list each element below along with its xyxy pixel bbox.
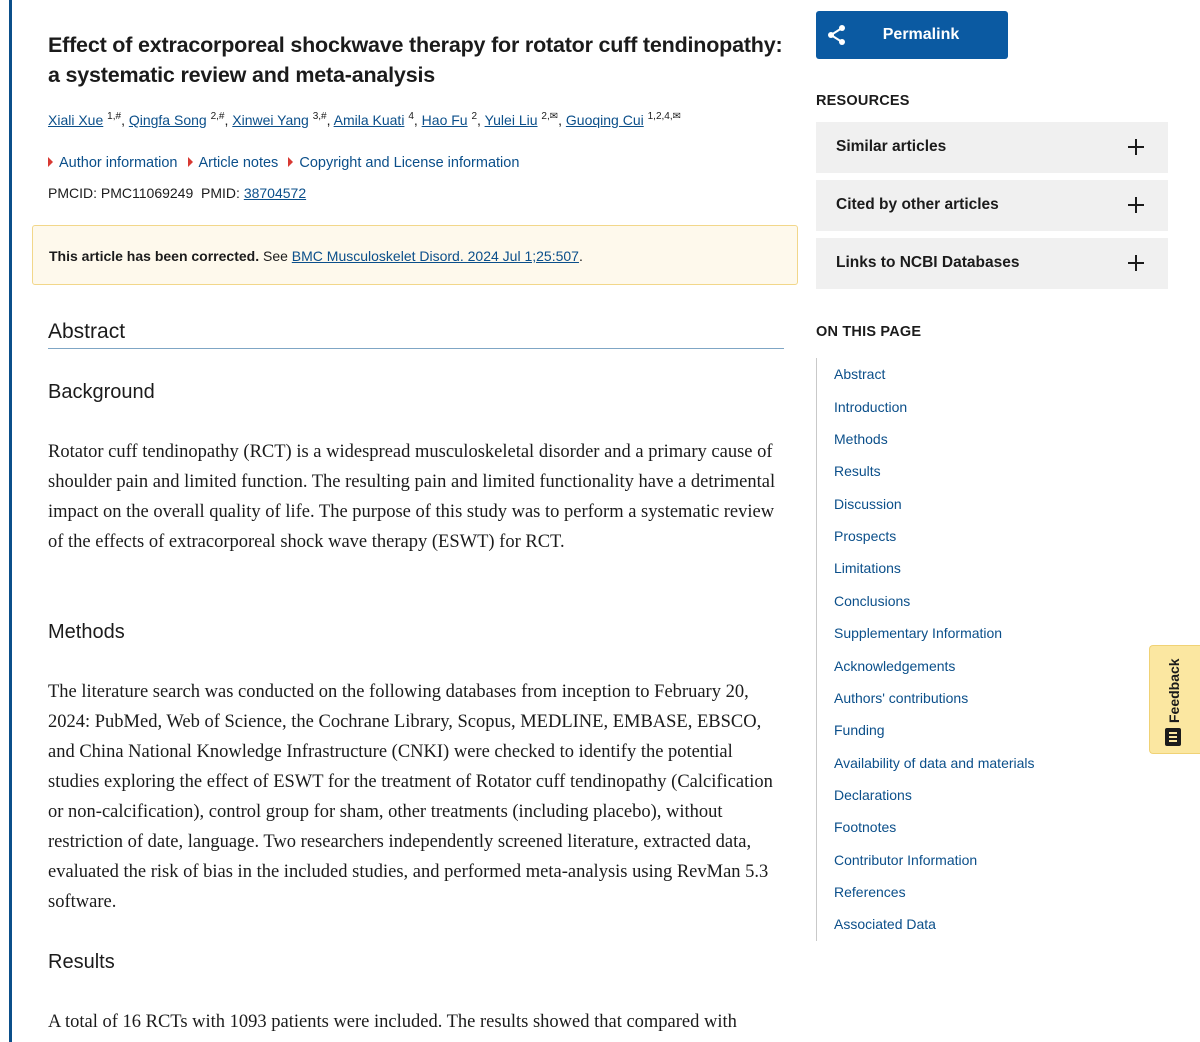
resources-heading: RESOURCES <box>816 93 910 109</box>
feedback-label: Feedback <box>1166 658 1182 724</box>
results-text: A total of 16 RCTs with 1093 patients were included. The results showed that compared with <box>48 1012 737 1032</box>
author-affiliation: 2,# <box>210 111 225 122</box>
toc-link-associated-data[interactable]: Associated Data <box>834 916 936 932</box>
author-affiliation: 3,# <box>312 111 327 122</box>
cited-by-accordion[interactable] <box>816 180 1168 231</box>
copyright-license-toggle[interactable]: Copyright and License information <box>288 153 519 173</box>
accordion-label: Cited by other articles <box>836 196 999 213</box>
author-affiliation: 4 <box>408 111 414 122</box>
toc-link-footnotes[interactable]: Footnotes <box>834 819 897 835</box>
toc-link-methods[interactable]: Methods <box>834 431 888 447</box>
author-affiliation: 2,✉ <box>541 111 559 122</box>
results-heading: Results <box>48 951 115 973</box>
methods-heading: Methods <box>48 621 125 643</box>
author-affiliation: 1,2,4,✉ <box>647 111 682 122</box>
author-link[interactable]: Yulei Liu <box>484 112 538 128</box>
toc-link-prospects[interactable]: Prospects <box>834 528 897 544</box>
article-info-links <box>48 153 784 173</box>
pmid-link[interactable]: 38704572 <box>243 185 307 201</box>
correction-link[interactable]: BMC Musculoskelet Disord. 2024 Jul 1;25:507 <box>291 248 579 264</box>
toc-link-references[interactable]: References <box>834 884 906 900</box>
feedback-button[interactable] <box>1149 645 1200 754</box>
caret-right-icon <box>48 157 53 167</box>
permalink-label: Permalink <box>882 26 960 43</box>
pmid-label: PMID: <box>201 185 240 201</box>
methods-text: The literature search was conducted on the following databases from inception to February 20, 2024: PubMed, Web of Science, the Cochrane Library, Scopus, MEDLINE, EMBASE, EBSCO, and China National Knowledge Infrastructure (CNKI) were checked to identify the potential studies exploring the effect of ESWT for the treatment of Rotator cuff tendinopathy (Calcification or non-calcification), control group for sham, other treatments (including placebo), without restriction of date, language. Two researchers independently screened literature, extracted data, evaluated the risk of bias in the included studies, and performed meta-analysis using RevMan 5.3 software. <box>48 682 773 912</box>
author-link[interactable]: Hao Fu <box>421 112 468 128</box>
toc-link-availability-of-data[interactable]: Availability of data and materials <box>834 755 1035 771</box>
left-accent-rule <box>9 0 12 1042</box>
article-header <box>48 30 784 203</box>
background-heading: Background <box>48 381 155 403</box>
toc-link-limitations[interactable]: Limitations <box>834 560 901 576</box>
correction-notice: This article has been corrected. See BMC Musculoskelet Disord. 2024 Jul 1;25:507. <box>32 225 798 285</box>
background-text: Rotator cuff tendinopathy (RCT) is a widespread musculoskeletal disorder and a primary cause of shoulder pain and limited function. The resulting pain and limited functionality have a detrimental impact on the overall quality of life. The purpose of this study was to perform a systematic review of the effects of extracorporeal shock wave therapy (ESWT) for RCT. <box>48 442 776 552</box>
author-affiliation: 2 <box>471 111 478 122</box>
article-identifiers <box>48 183 784 203</box>
correction-label: This article has been corrected. <box>49 248 260 264</box>
ncbi-databases-accordion[interactable] <box>816 238 1168 289</box>
author-link[interactable]: Guoqing Cui <box>565 112 644 128</box>
plus-icon <box>1128 139 1144 155</box>
accordion-label: Similar articles <box>836 138 947 155</box>
toc-link-authors-contributions[interactable]: Authors' contributions <box>834 690 969 706</box>
author-link[interactable]: Xiali Xue <box>48 112 104 128</box>
on-this-page-nav <box>816 358 1117 941</box>
article-notes-toggle[interactable]: Article notes <box>188 153 279 173</box>
correction-see: See <box>262 248 288 264</box>
permalink-button[interactable] <box>816 11 1008 59</box>
pmcid: PMCID: PMC11069249 <box>48 185 194 201</box>
article-title: Effect of extracorporeal shockwave therapy for rotator cuff tendinopathy: a systematic review and meta-analysis <box>48 33 783 87</box>
author-affiliation: 1,# <box>107 111 122 122</box>
toc-link-funding[interactable]: Funding <box>834 722 885 738</box>
toc-link-introduction[interactable]: Introduction <box>834 399 908 415</box>
author-link[interactable]: Amila Kuati <box>333 112 405 128</box>
toc-link-discussion[interactable]: Discussion <box>834 496 902 512</box>
abstract-heading: Abstract <box>48 318 784 349</box>
toc-link-declarations[interactable]: Declarations <box>834 787 912 803</box>
author-list: Xiali Xue $^{1,\#}$, Qingfa Song $^{2,\#}$, Xinwei Yang $^{3,\#}$, Amila Kuati $^4$, Hao Fu $^2$, Yulei Liu $^{2,✉}$, Guoqing Cui $^{1,2,4,✉}$ <box>48 111 682 128</box>
toc-link-supplementary-information[interactable]: Supplementary Information <box>834 625 1003 641</box>
caret-right-icon <box>188 157 193 167</box>
accordion-label: Links to NCBI Databases <box>836 254 1020 271</box>
toc-link-acknowledgements[interactable]: Acknowledgements <box>834 658 956 674</box>
feedback-icon <box>1165 728 1181 746</box>
caret-right-icon <box>288 157 293 167</box>
toc-link-results[interactable]: Results <box>834 463 881 479</box>
author-link[interactable]: Qingfa Song <box>128 112 207 128</box>
plus-icon <box>1128 255 1144 271</box>
toc-link-abstract[interactable]: Abstract <box>834 366 886 382</box>
toc-link-contributor-information[interactable]: Contributor Information <box>834 852 978 868</box>
author-link[interactable]: Xinwei Yang <box>232 112 309 128</box>
plus-icon <box>1128 197 1144 213</box>
similar-articles-accordion[interactable] <box>816 122 1168 173</box>
on-this-page-heading: ON THIS PAGE <box>816 324 922 340</box>
toc-link-conclusions[interactable]: Conclusions <box>834 593 911 609</box>
author-information-toggle[interactable]: Author information <box>48 153 177 173</box>
